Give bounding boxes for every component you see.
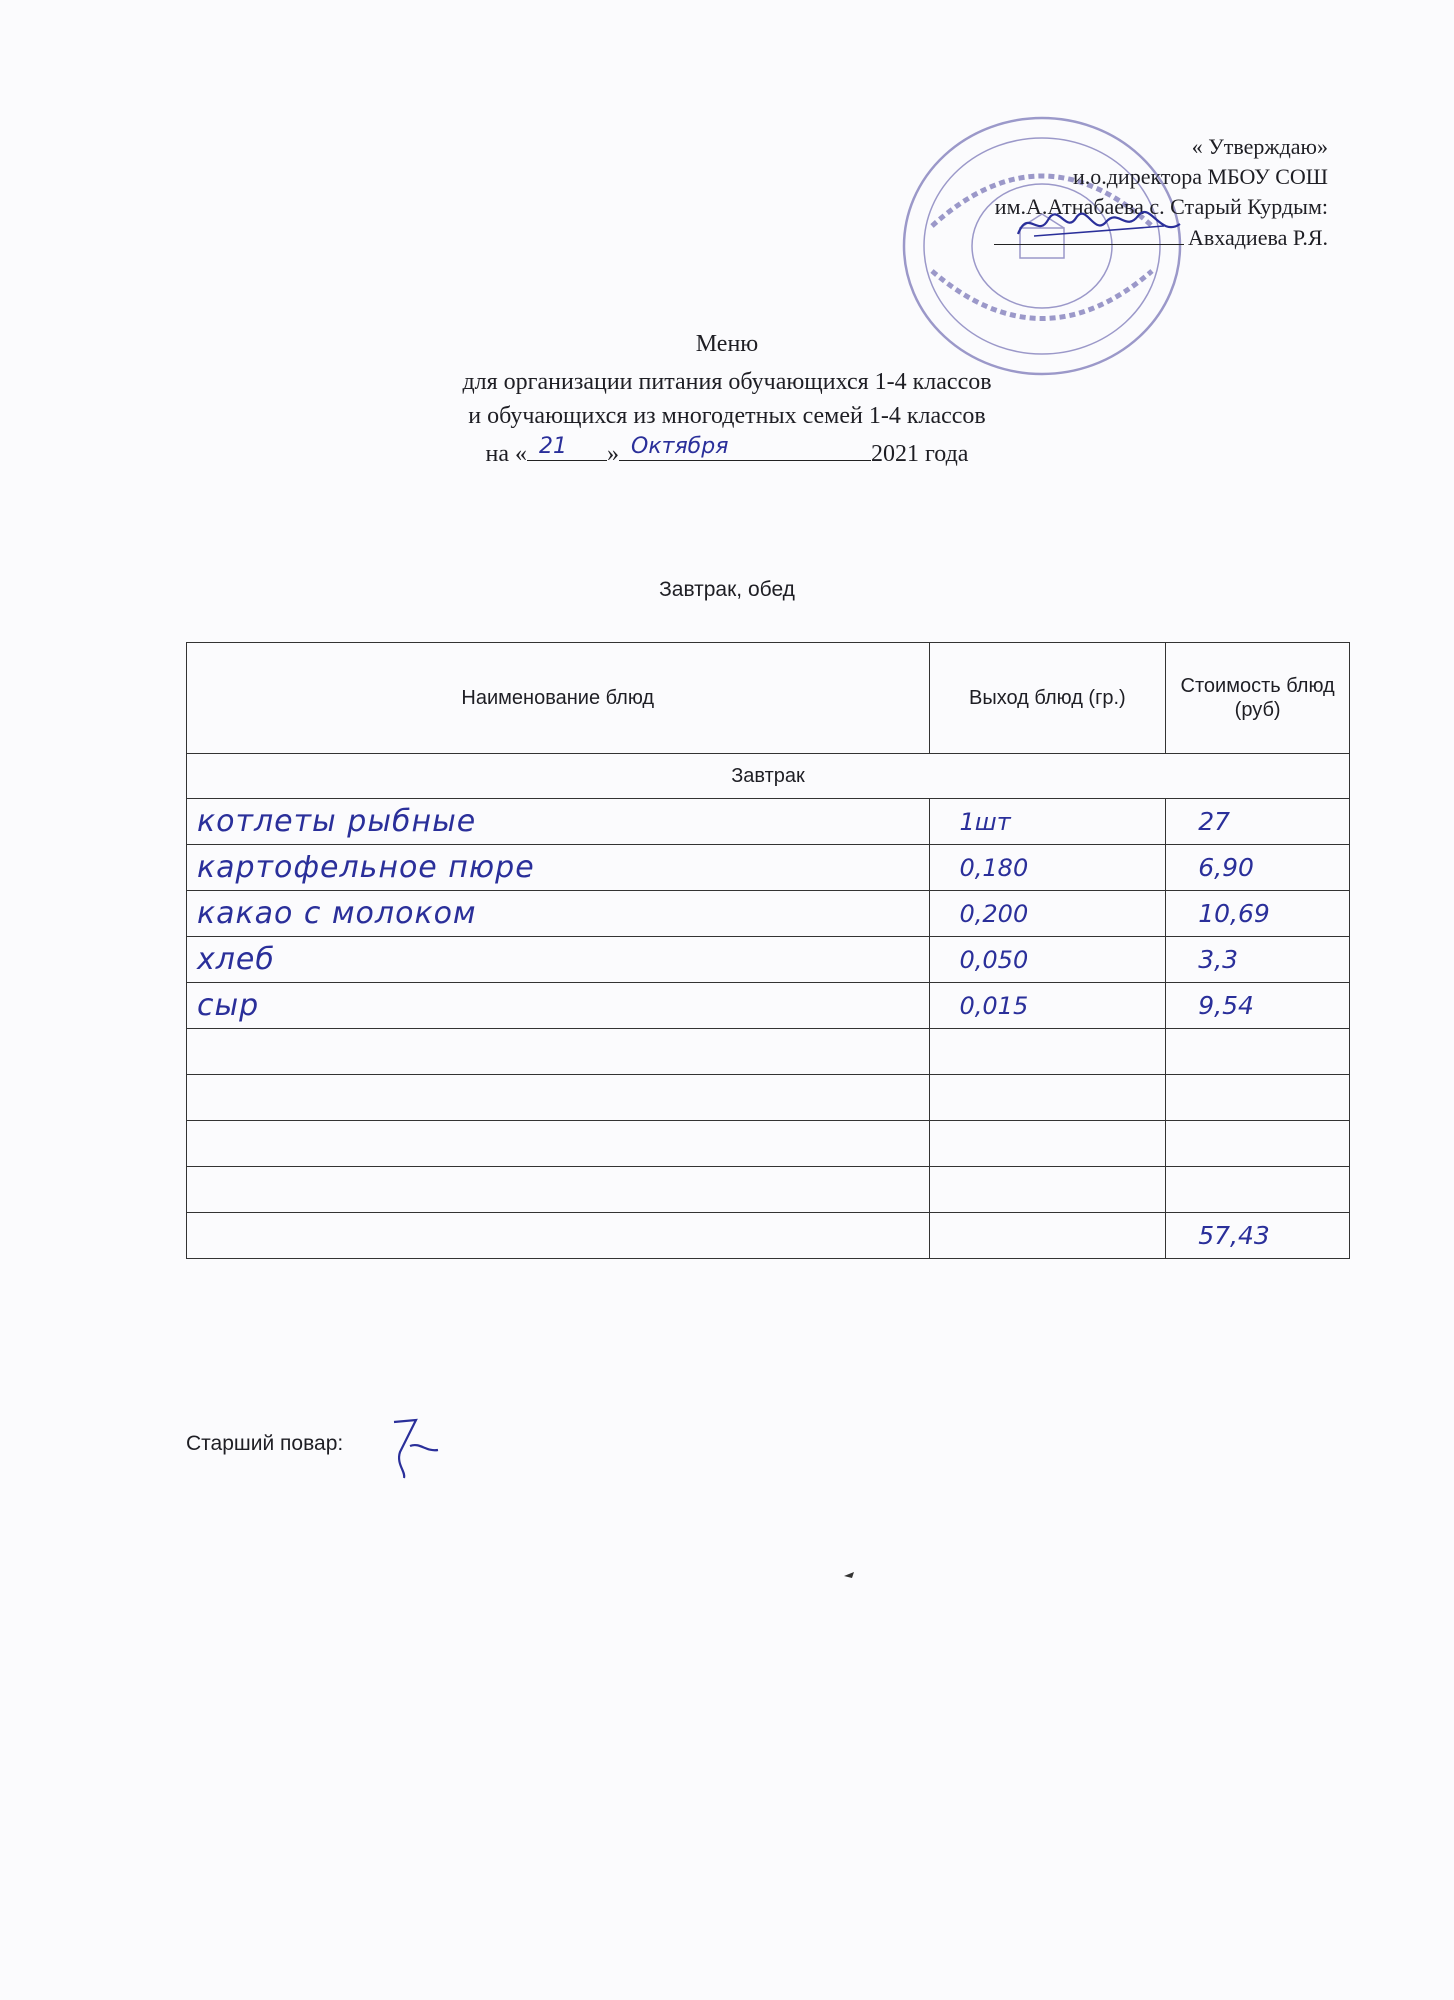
date-suffix: 2021 года [871,441,969,467]
table-row [187,1167,1350,1213]
section-breakfast: Завтрак [187,754,1350,799]
approval-block [994,132,1328,253]
dish-cost [1166,1029,1350,1075]
date-month: Октября [631,434,729,459]
dish-cost: 6,90 [1166,845,1350,891]
menu-subtitle-line-1: для организации питания обучающихся 1-4 классов [462,369,992,395]
table-row [187,845,1350,891]
dish-cost: 3,3 [1166,937,1350,983]
menu-date-line [0,434,1454,471]
dish-name: какао с молоком [187,891,930,937]
dish-cost: 9,54 [1166,983,1350,1029]
table-row [187,1121,1350,1167]
dish-name [187,1167,930,1213]
meal-heading: Завтрак, обед [659,578,795,601]
total-cost: 57,43 [1166,1213,1350,1259]
date-mid: » [607,441,620,467]
dish-name [187,1029,930,1075]
total-row [187,1213,1350,1259]
date-day: 21 [539,434,568,459]
dish-yield: 0,180 [929,845,1166,891]
table-row [187,1029,1350,1075]
menu-table [186,642,1350,1259]
table-row [187,983,1350,1029]
total-empty-name [187,1213,930,1259]
header-dish-name: Наименование блюд [187,643,930,754]
dish-cost: 10,69 [1166,891,1350,937]
dish-cost: 27 [1166,799,1350,845]
director-signature-scribble [1014,204,1184,244]
dish-cost [1166,1121,1350,1167]
menu-title: Меню [695,331,759,357]
table-row [187,1075,1350,1121]
dish-name: картофельное пюре [187,845,930,891]
dish-name [187,1075,930,1121]
signature-line [994,222,1328,253]
dish-yield [929,1029,1166,1075]
dish-name: котлеты рыбные [187,799,930,845]
dish-name [187,1121,930,1167]
header-yield: Выход блюд (гр.) [929,643,1166,754]
ink-speck [844,1572,854,1578]
dish-yield: 0,050 [929,937,1166,983]
date-month-blank [619,434,871,461]
dish-yield [929,1167,1166,1213]
table-header-row [187,643,1350,754]
date-day-blank [527,434,607,461]
dish-yield [929,1121,1166,1167]
table-row [187,937,1350,983]
approval-line-1: « Утверждаю» [1191,134,1328,159]
section-row [187,754,1350,799]
dish-name: хлеб [187,937,930,983]
dish-yield: 1шт [929,799,1166,845]
table-row [187,891,1350,937]
approval-line-3: им.А.Атнабаева с. Старый Курдым: [994,194,1328,219]
header-cost: Стоимость блюд (руб) [1166,643,1350,754]
approval-line-2: и.о.директора МБОУ СОШ [1072,164,1328,189]
dish-name: сыр [187,983,930,1029]
total-empty-yield [929,1213,1166,1259]
dish-yield: 0,015 [929,983,1166,1029]
menu-subtitle-line-2: и обучающихся из многодетных семей 1-4 классов [468,403,986,429]
dish-cost [1166,1167,1350,1213]
date-prefix: на « [485,441,528,467]
approval-signer: Авхадиева Р.Я. [1187,225,1328,250]
table-row [187,799,1350,845]
dish-cost [1166,1075,1350,1121]
cook-signature [386,1412,446,1482]
director-signature [994,222,1184,245]
dish-yield: 0,200 [929,891,1166,937]
dish-yield [929,1075,1166,1121]
cook-label: Старший повар: [186,1432,344,1455]
